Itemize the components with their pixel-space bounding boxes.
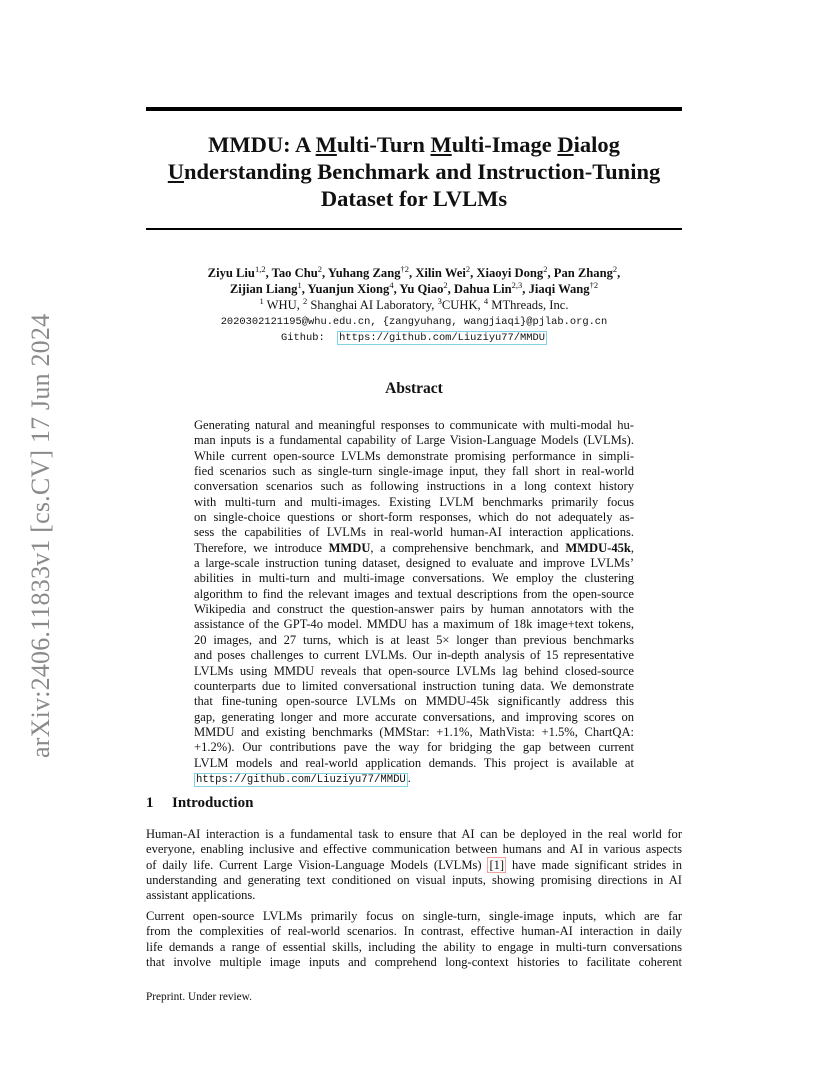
title-line-1: MMDU: A Multi-Turn Multi-Image Dialog xyxy=(208,132,620,157)
title-line-3: Dataset for LVLMs xyxy=(320,186,508,211)
abstract-line: conversation scenarios such as following instructions in a long context history xyxy=(194,479,634,494)
affiliations: $^1$ WHU, $^2$ Shanghai AI Laboratory, $^3$CUHK, $^4$ MThreads, Inc. xyxy=(259,296,569,312)
paper-title xyxy=(146,131,682,212)
body-line: of daily life. Current Large Vision-Language Models (LVLMs) [1] have made significant strides in xyxy=(146,857,682,872)
body-line: Current open-source LVLMs primarily focus on single-turn, single-image inputs, which are far xyxy=(146,909,682,923)
citation-link[interactable]: [1] xyxy=(489,857,505,872)
intro-paragraph-1 xyxy=(146,827,682,904)
project-link[interactable]: https://github.com/Liuziyu77/MMDU xyxy=(196,773,406,786)
abstract-line: LVLM models and real-world application demands. This project is available at xyxy=(194,755,634,770)
abstract-line: Wikipedia and construct the question-answer pairs by human annotators with the xyxy=(194,602,634,617)
abstract-line: on single-choice questions or short-form responses, which do not adequately as- xyxy=(194,510,634,525)
abstract-line: MMDU and existing benchmarks (MMStar: +1.1%, MathVista: +1.5%, ChartQA: xyxy=(194,724,634,739)
abstract-heading: Abstract xyxy=(385,380,443,397)
body-line: assistant applications. xyxy=(146,888,256,903)
abstract-line: counterparts due to limited conversational instruction tuning data. We demonstrate xyxy=(194,678,634,693)
section-heading-introduction: 1 Introduction xyxy=(146,795,254,811)
body-line: understanding and generating text conditioned on visual inputs, showing promising directions in AI xyxy=(146,873,682,888)
github-line: Github: https://github.com/Liuziyu77/MMDU xyxy=(281,332,545,344)
abstract-line: 20 images, and 27 turns, which is at least 5× longer than previous benchmarks xyxy=(194,632,634,647)
abstract-line: a large-scale instruction tuning dataset, designed to evaluate and improve LVLMs’ xyxy=(194,556,634,571)
abstract-line: +1.2%). Our contributions pave the way for bridging the gap between current xyxy=(194,740,634,755)
author-line-1: Ziyu Liu$^{1,2}$, Tao Chu$^2$, Yuhang Zang$^{\dagger 2}$, Xilin Wei$^2$, Xiaoyi Dong$^2$, Pan Zhang$^2$, xyxy=(207,264,621,280)
preprint-footer: Preprint. Under review. xyxy=(146,991,252,1003)
body-line: that involve multiple image inputs and comprehend long-context histories to facilitate coherent xyxy=(146,955,682,970)
abstract-line: man inputs is a fundamental capability of Large Vision-Language Models (LVLMs). xyxy=(194,433,634,448)
title-bottom-rule xyxy=(146,228,682,230)
author-line-2: Zijian Liang$^1$, Yuanjun Xiong$^4$, Yu Qiao$^2$, Dahua Lin$^{2,3}$, Jiaqi Wang$^{\dagger 2}$ xyxy=(229,280,599,296)
intro-paragraph-2 xyxy=(146,909,682,970)
abstract-line: https://github.com/Liuziyu77/MMDU . xyxy=(196,770,411,786)
arxiv-identifier[interactable]: arXiv:2406.11833v1 [cs.CV] 17 Jun 2024 xyxy=(26,313,55,758)
abstract-line: algorithm to find the relevant images and textual descriptions from the open-source xyxy=(194,586,634,601)
abstract-line: gap, generating longer and more accurate conversations, and improving scores on xyxy=(194,709,634,724)
abstract-line: and poses challenges to current LVLMs. Our in-depth analysis of 15 representative xyxy=(194,648,634,663)
abstract-line: that fine-tuning open-source LVLMs on MMDU-45k significantly address this xyxy=(194,694,634,709)
abstract-line: assistance of the GPT-4o model. MMDU has a maximum of 18k image+text tokens, xyxy=(194,617,634,632)
abstract-line: abilities in multi-turn and multi-image conversations. We employ the clustering xyxy=(194,571,634,586)
title-top-rule xyxy=(146,107,682,111)
github-link[interactable]: https://github.com/Liuziyu77/MMDU xyxy=(339,332,545,344)
abstract-line: While current open-source LVLMs demonstrate promising performance in simpli- xyxy=(194,448,634,463)
abstract-line: LVLMs using MMDU reveals that open-source LVLMs lag behind closed-source xyxy=(194,663,634,678)
abstract-line: fied scenarios such as single-turn single-image input, they fall short in real-world xyxy=(194,464,634,479)
title-line-2: Understanding Benchmark and Instruction-Tuning xyxy=(167,159,661,184)
body-line: life demands a range of essential skills, including the ability to engage in multi-turn conversations xyxy=(146,939,682,954)
abstract-line: Generating natural and meaningful responses to communicate with multi-modal hu- xyxy=(194,418,634,432)
abstract-line: with multi-turn and multi-images. Existing LVLM benchmarks primarily focus xyxy=(194,494,634,509)
abstract-line: Therefore, we introduce MMDU, a comprehensive benchmark, and MMDU-45k, xyxy=(194,540,634,555)
body-line: everyone, enabling inclusive and effective communication between humans and AI in various aspects xyxy=(146,842,682,857)
author-emails: 2020302121195@whu.edu.cn, {zangyuhang, wangjiaqi}@pjlab.org.cn xyxy=(220,316,608,328)
body-line: Human-AI interaction is a fundamental task to ensure that AI can be deployed in the real world for xyxy=(146,827,682,841)
body-line: from the complexities of real-world scenarios. In contrast, effective human-AI interaction in daily xyxy=(146,924,682,939)
abstract-body xyxy=(194,418,634,786)
author-block xyxy=(146,265,682,346)
abstract-line: sess the capabilities of LVLMs in real-world human-AI interaction applications. xyxy=(194,525,634,540)
